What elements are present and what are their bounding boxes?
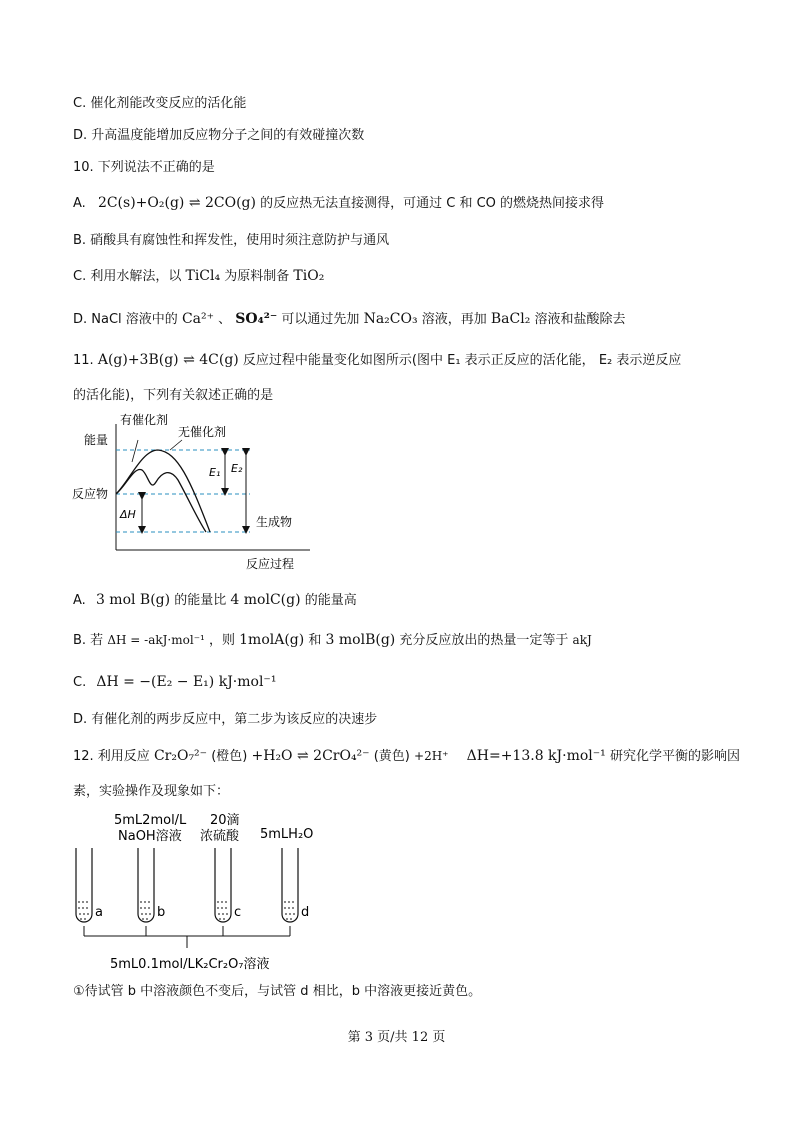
q10a-text: 的反应热无法直接测得，可通过 C 和 CO 的燃烧热间接求得 [260, 196, 605, 211]
q11b-mid: ，则 [208, 633, 235, 648]
page-footer: 第 3 页/共 12 页 [347, 1030, 446, 1045]
q11a-mid: 的能量比 [174, 593, 227, 608]
reagent-label-naoh-1: 5mL2mol/L [114, 813, 187, 828]
q11b-eq2: 1molA(g) [239, 632, 305, 648]
q10-option-d [73, 309, 625, 330]
q9-option-d: D. 升高温度能增加反应物分子之间的有效碰撞次数 [73, 128, 365, 143]
q10d-post: 溶液和盐酸除去 [534, 312, 626, 327]
q11a-label: A. [73, 593, 86, 608]
q11b-eq3: 3 molB(g) [325, 632, 396, 648]
catalyst-label: 有催化剂 [120, 413, 169, 427]
q11-stem-line2: 的活化能)，下列有关叙述正确的是 [73, 388, 274, 403]
q12-color1: (橙色) [211, 749, 248, 764]
q11-text: 反应过程中能量变化如图所示(图中 E₁ 表示正反应的活化能， E₂ 表示逆反应 [242, 353, 682, 368]
tube-letter-a: a [95, 905, 103, 920]
reagent-label-h2so4-1: 20滴 [210, 813, 240, 828]
tube-letter-d: d [301, 905, 310, 920]
q10d-na2co3: Na₂CO₃ [363, 311, 418, 327]
x-axis-label: 反应过程 [246, 557, 295, 571]
q10c-label: C. 利用水解法，以 [73, 269, 182, 284]
q10d-mid: 可以通过先加 [281, 312, 360, 327]
q10d-bacl2: BaCl₂ [490, 311, 531, 327]
q10c-ticl4: TiCl₄ [185, 268, 221, 284]
e1-label: E₁ [209, 466, 221, 479]
q11c-label: C. [73, 675, 87, 690]
catalyst-curve [116, 469, 206, 532]
product-label: 生成物 [256, 515, 293, 529]
q10-stem: 10. 下列说法不正确的是 [73, 160, 215, 175]
q10d-label: D. NaCl 溶液中的 [73, 312, 178, 327]
reactant-label: 反应物 [72, 487, 109, 501]
q10d-mid2: 溶液，再加 [421, 312, 487, 327]
q11a-post: 的能量高 [304, 593, 357, 608]
reagent-label-naoh-2: NaOH溶液 [118, 829, 182, 844]
q10-option-a [73, 193, 604, 214]
q11-option-c [73, 672, 276, 693]
q12-cr2o7: Cr₂O₇²⁻ [153, 748, 208, 764]
q11a-eq2: 4 molC(g) [230, 592, 301, 608]
q10-option-c [73, 266, 324, 287]
stock-solution-label: 5mL0.1mol/LK₂Cr₂O₇溶液 [110, 957, 270, 972]
q10d-ca: Ca²⁺ [181, 311, 214, 327]
q11-option-a [73, 590, 357, 611]
q12-h: +2H⁺ [414, 749, 449, 763]
q10c-tio2: TiO₂ [293, 268, 325, 284]
q10c-mid: 为原料制备 [224, 269, 290, 284]
tube-letter-c: c [234, 905, 242, 920]
q12-observation-1: ①待试管 b 中溶液颜色不变后，与试管 d 相比，b 中溶液更接近黄色。 [73, 984, 482, 999]
e2-label: E₂ [231, 462, 243, 475]
q11-number: 11. [73, 353, 94, 368]
q11a-eq1: 3 mol B(g) [95, 592, 171, 608]
q11b-akj: akJ [572, 633, 592, 647]
tube-letter-b: b [157, 905, 166, 920]
q11-option-b [73, 630, 592, 651]
test-tubes-diagram [70, 808, 360, 976]
q12-post: 研究化学平衡的影响因 [609, 749, 740, 764]
q12-dh: ΔH=+13.8 kJ·mol⁻¹ [466, 748, 606, 764]
q12-pre: 12. 利用反应 [73, 749, 150, 764]
q11-equation: A(g)+3B(g) ⇌ 4C(g) [97, 352, 239, 368]
q11b-and: 和 [308, 633, 322, 648]
reagent-label-h2so4-2: 浓硫酸 [200, 829, 240, 844]
q11c-eq: ΔH = −(E₂ − E₁) kJ·mol⁻¹ [96, 674, 277, 690]
q9-option-c: C. 催化剂能改变反应的活化能 [73, 96, 247, 111]
q12-stem-line2: 素，实验操作及现象如下： [73, 784, 230, 799]
q11b-label: B. 若 [73, 633, 104, 648]
q10a-equation: 2C(s)+O₂(g) ⇌ 2CO(g) [97, 195, 256, 211]
q12-equation: +H₂O ⇌ 2CrO₄²⁻ [251, 748, 370, 764]
q11b-post: 充分反应放出的热量一定等于 [399, 633, 569, 648]
no-catalyst-label: 无催化剂 [178, 425, 227, 439]
q11b-dh: ΔH = -akJ·mol⁻¹ [107, 633, 205, 647]
q11-stem [73, 350, 681, 371]
q12-color2: (黄色) [373, 749, 410, 764]
q11-option-d: D. 有催化剂的两步反应中，第二步为该反应的决速步 [73, 712, 378, 727]
q10d-sep: 、 [218, 312, 232, 327]
q10-option-b: B. 硝酸具有腐蚀性和挥发性，使用时须注意防护与通风 [73, 233, 390, 248]
energy-profile-diagram [70, 410, 320, 575]
y-axis-label: 能量 [84, 433, 109, 447]
q10a-label: A. [73, 196, 86, 211]
q12-stem [73, 746, 740, 767]
dh-label: ΔH [120, 508, 136, 521]
reagent-label-h2o: 5mLH₂O [260, 827, 314, 842]
q10d-so4: SO₄²⁻ [235, 311, 278, 327]
